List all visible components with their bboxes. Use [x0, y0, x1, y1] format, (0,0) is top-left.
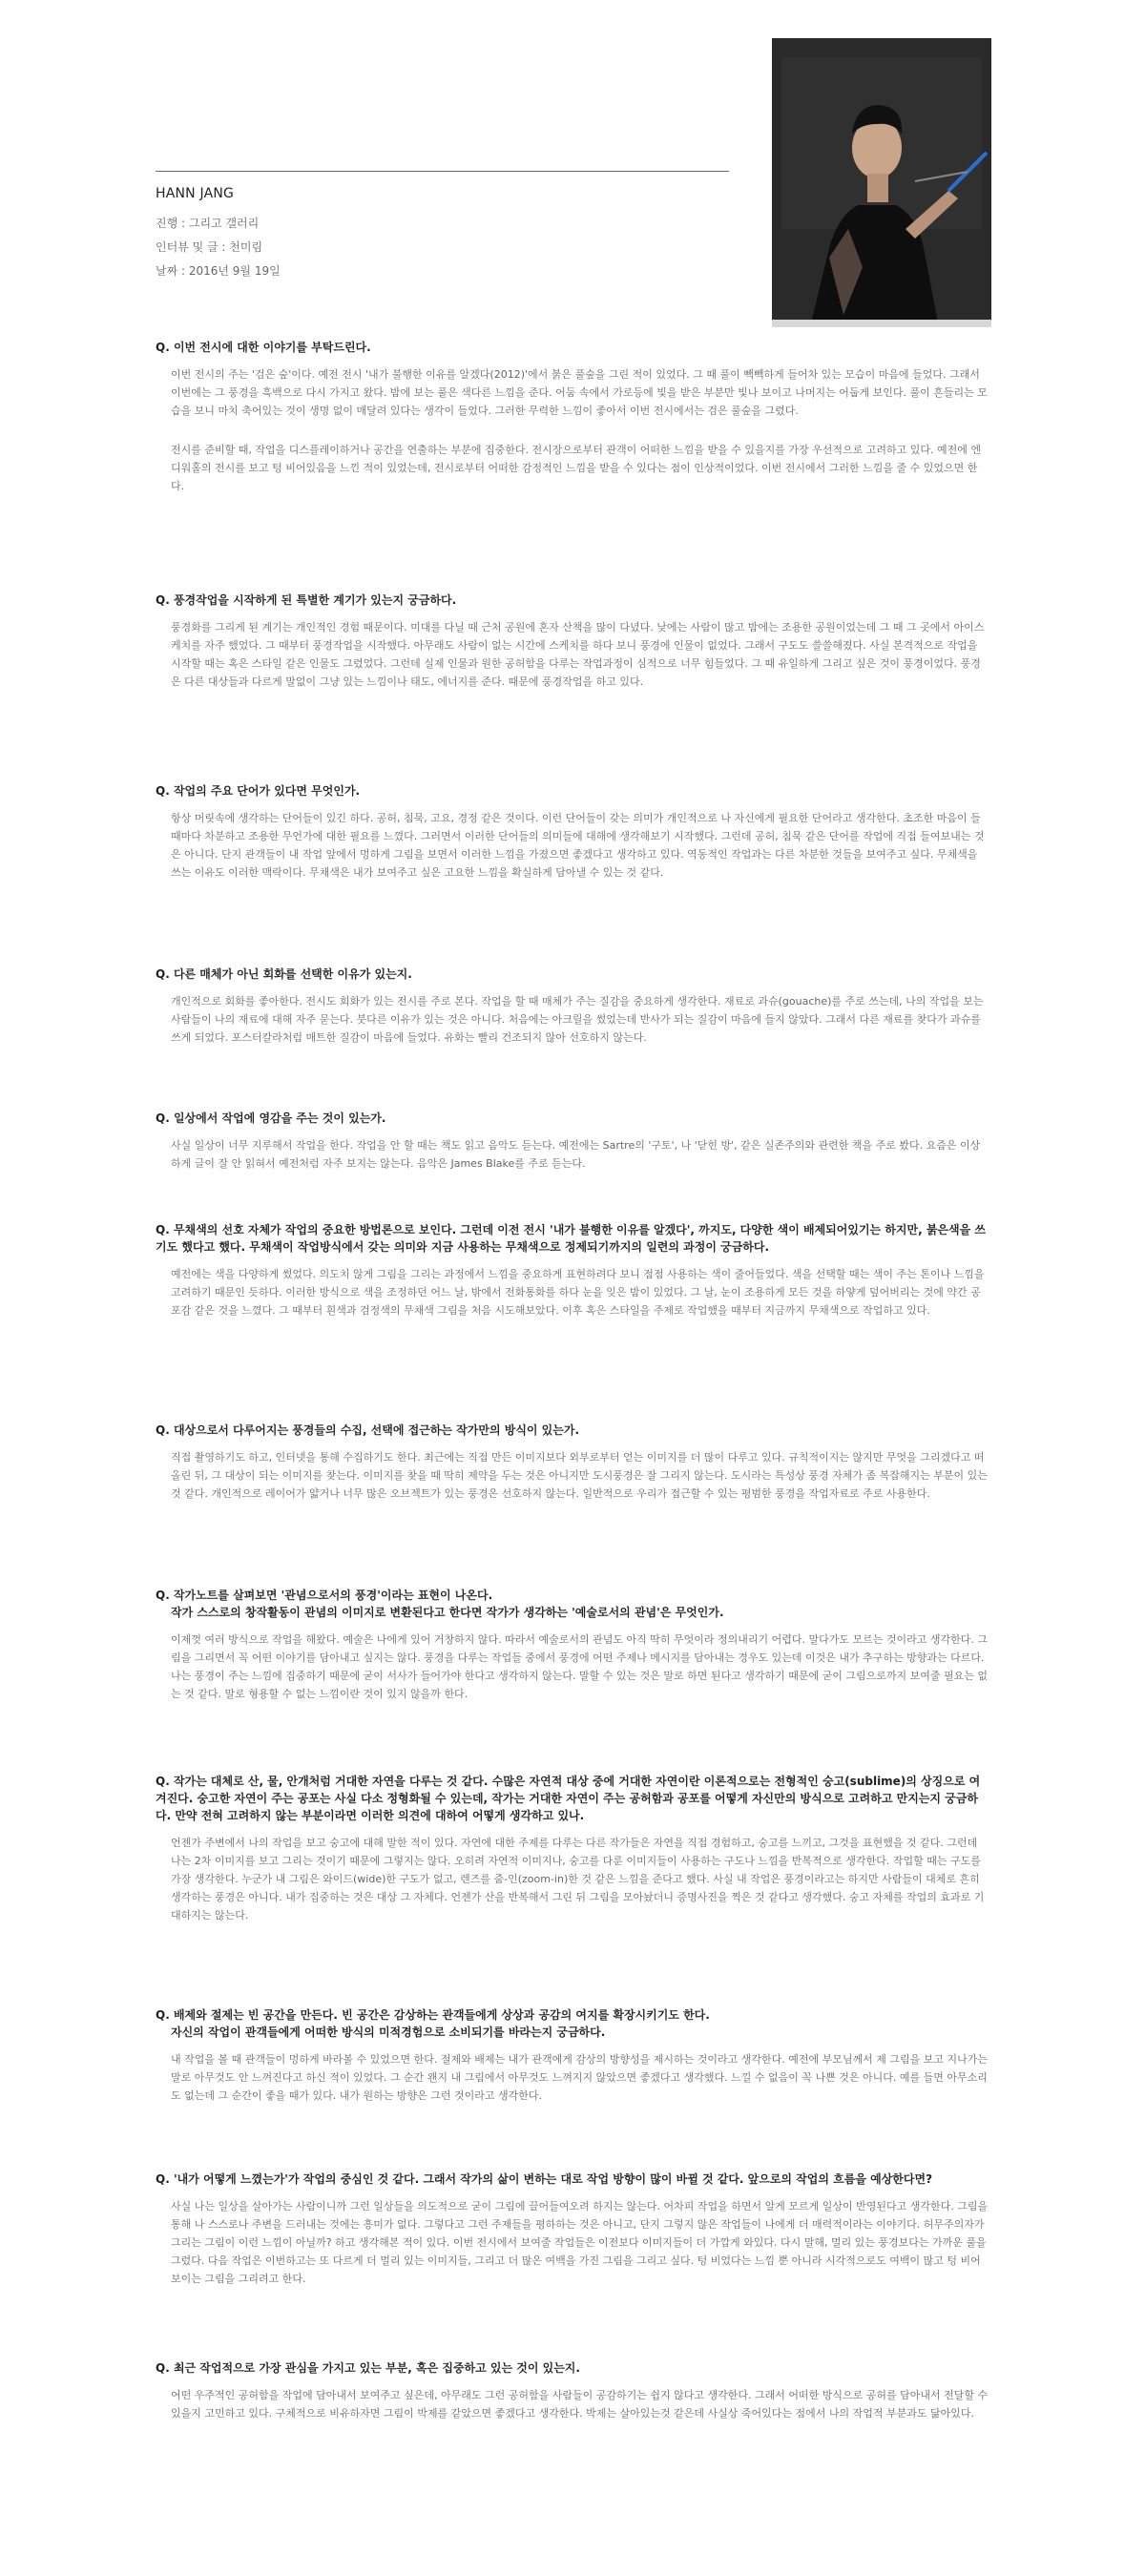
question: Q. 무채색의 선호 자체가 작업의 중요한 방법론으로 보인다. 그런데 이전 전시 '내가 불행한 이유를 알겠다', 까지도, 다양한 색이 배제되어있기는 하지만, 붉은색을 쓰기도 했다고 했다. 무채색이 작업방식에서 갖는 의미와 지금 사용하는 무채색으로 정제되기까지의 일련의 과정이 궁금하다.: [156, 1223, 986, 1254]
question: [156, 1587, 989, 1621]
qa-11: [156, 2171, 989, 2288]
artist-photo: [772, 38, 991, 327]
answer-paragraph: 전시를 준비할 때, 작업을 디스플레이하거나 공간을 연출하는 부분에 집중한다. 전시장으로부터 관객이 어떠한 느낌을 받을 수 있을지를 가장 우선적으로 고려하고 있다. 예전에 엔디워홀의 전시를 보고 텅 비어있음을 느낀 적이 있었는데, 전시로부터 어떠한 감정적인 느낌을 받을 수 있다는 점이 인상적이었다. 이번 전시에서 그러한 느낌을 줄 수 있었으면 한다.: [171, 444, 981, 492]
question: [156, 2006, 989, 2041]
qa-1: [156, 339, 989, 495]
question: Q. 작가는 대체로 산, 물, 안개처럼 거대한 자연을 다루는 것 같다. 수많은 자연적 대상 중에 거대한 자연이란 이론적으로는 전형적인 숭고(sublime)의 상징으로 여겨진다. 숭고한 자연이 주는 공포는 사실 다소 정형화될 수 있는데, 작가는 거대한 자연이 주는 공허함과 공포를 어떻게 자신만의 방식으로 고려하고 만지는지 궁금하다. 만약 전혀 고려하지 않는 부분이라면 이러한 의견에 대하여 어떻게 생각하고 있나.: [156, 1775, 981, 1822]
answer-paragraph: 이제껏 여러 방식으로 작업을 해왔다. 예술은 나에게 있어 거창하지 않다. 따라서 예술로서의 관념도 아직 딱히 무엇이라 정의내리기 어렵다. 말다가도 모르는 것이라고 생각한다. 그림을 그리면서 꼭 어떤 이야기를 담아내고 싶지는 않다. 풍경을 다루는 작업들 중에서 풍경에 어떤 주제나 메시지를 담아내는 경우도 있는데 이것은 내가 추구하는 방향과는 다르다. 나는 풍경이 주는 느낌에 집중하기 때문에 굳이 서사가 들어가야 한다고 생각하지 않는다. 말할 수 있는 것은 말로 하면 된다고 생각하기 때문에 굳이 그림으로까지 보여줄 필요는 없는 것 같다. 말로 형용할 수 없는 느낌이란 것이 있지 않을까 한다.: [171, 1633, 988, 1700]
answer-paragraph: 이번 전시의 주는 '검은 숲'이다. 예전 전시 '내가 불행한 이유를 알겠다(2012)'에서 붉은 풀숲을 그린 적이 있었다. 그 때 풀이 빽빽하게 들어차 있는 모습이 마음에 들었다. 그래서 이번에는 그 풍경을 흑백으로 다시 가지고 왔다. 밤에 보는 풀은 색다른 느낌을 준다. 어둠 속에서 가로등에 빛을 받은 부분만 빛나 보이고 나머지는 어둡게 보인다. 풀이 흔들리는 모습을 보니 마치 축어있는 것이 생명 없이 매달려 있다는 생각이 들었다. 그러한 무력한 느낌이 좋아서 이번 전시에서는 검은 풀숲을 그렸다.: [171, 368, 988, 417]
artist-photo-illustration: [772, 38, 991, 327]
answer-paragraph: 풍경화를 그리게 된 계기는 개인적인 경험 때문이다. 미대를 다닐 때 근처 공원에 혼자 산책을 많이 다녔다. 낮에는 사람이 많고 밤에는 조용한 공원이었는데 그 때 그 곳에서 아이스케치를 자주 했었다. 그 때부터 풍경작업을 시작했다. 아무래도 사람이 없는 시간에 스케치를 하다 보니 풍경에 인물이 없었다. 그래서 구도도 쓸쓸해졌다. 사실 본격적으로 작업을 시작할 때는 혹은 스타일 같은 인물도 그렸었다. 그런데 실제 인물과 원한 공허함을 다루는 작업과정이 심적으로 너무 힘들었다. 그 때 유일하게 그리고 싶은 것이 풍경이었다. 풍경은 다른 대상들과 다르게 말없이 그냥 있는 느낌이나 태도, 에너지를 준다. 때문에 풍경작업을 하고 있다.: [171, 621, 985, 688]
meta-date: 날짜 : 2016년 9월 19일: [156, 264, 281, 278]
question-line-2: 자신의 작업이 관객들에게 어떠한 방식의 미적경험으로 소비되기를 바라는지 궁금하다.: [171, 2025, 606, 2039]
qa-3: [156, 782, 989, 882]
answer-paragraph: 어떤 우주적인 공허함을 작업에 담아내서 보여주고 싶은데, 아무래도 그런 공허함을 사람들이 공감하기는 쉽지 않다고 생각한다. 그래서 어떠한 방식으로 공허를 담아내서 전달할 수 있을지 고민하고 있다. 구체적으로 비유하자면 그림이 박제를 같았으면 좋겠다고 생각한다. 박제는 살아있는것 같은데 사실상 죽어있다는 점에서 나의 작업적 부분과도 닮아있다.: [171, 2389, 989, 2420]
answer-paragraph: 내 작업을 볼 때 관객들이 멍하게 바라볼 수 있었으면 한다. 절제와 배제는 내가 관객에게 감상의 방향성을 제시하는 것이라고 생각한다. 예전에 부모님께서 제 그림을 보고 지나가는 말로 아무것도 안 느껴진다고 하신 적이 있었다. 그 순간 왠지 내 그림에서 아무것도 느껴지지 않았으면 좋겠다고 생각했다. 느낄 수 없음이 꼭 나쁜 것은 아니다. 예를 들면 아무소리도 없는데 그 순간이 좋을 때가 있다. 내가 원하는 방향은 그런 것이라고 생각한다.: [171, 2053, 988, 2102]
question: Q. 최근 작업적으로 가장 관심을 가지고 있는 부분, 혹은 집중하고 있는 것이 있는지.: [156, 2361, 580, 2375]
meta-progress: 진행 : 그리고 갤러리: [156, 217, 260, 230]
answer-paragraph: 개인적으로 회화를 좋아한다. 전시도 회화가 있는 전시를 주로 본다. 작업을 할 때 매체가 주는 질감을 중요하게 생각한다. 재료로 과슈(gouache)를 주로 쓰는데, 나의 작업을 보는 사람들이 나의 재료에 대해 자주 묻는다. 붓다른 이유가 있는 것은 아니다. 처음에는 아크릴을 썼었는데 반사가 되는 질감이 마음에 들지 않았다. 그래서 다른 재료를 찾다가 과슈를 쓰게 되었다. 포스터칼라처럼 매트한 질감이 마음에 들었다. 유화는 빨리 건조되지 않아 선호하지 않는다.: [171, 995, 984, 1044]
question: Q. 작업의 주요 단어가 있다면 무엇인가.: [156, 784, 361, 798]
answer-paragraph: 사실 나는 일상을 살아가는 사람이니까 그런 일상들을 의도적으로 굳이 그림에 끌어들여오려 하지는 않는다. 어차피 작업을 하면서 알게 모르게 일상이 반영된다고 생각한다. 그림을 통해 나 스스로나 주변을 드러내는 것에는 흥미가 없다. 그렇다고 그런 주제들을 평하하는 것은 아니고, 단지 그렇지 않은 작업들이 나에게 더 매력적이라는 이야기다. 허무주의자가 그리는 그림이 이런 느낌이 아닐까? 하고 생각해본 적이 있다. 이번 전시에서 보여줄 작업들은 이전보다 이미지들이 더 가깝게 와있다. 다시 말해, 멀리 있는 풍경보다는 가까운 풀을 그렸다. 다음 작업은 이번하고는 또 다르게 더 멀리 있는 이미지들, 그리고 더 많은 여백을 가진 그림을 그리고 싶다. 텅 비었다는 느낌 뿐 아니라 시각적으로도 여백이 많고 텅 비어보이는 그림을 그리려고 한다.: [171, 2200, 989, 2285]
artist-name: HANN JANG: [156, 186, 235, 201]
question: Q. 일상에서 작업에 영감을 주는 것이 있는가.: [156, 1111, 386, 1125]
qa-10: [156, 2006, 989, 2105]
question-line-1: Q. 작가노트를 살펴보면 '관념으로서의 풍경'이라는 표현이 나온다.: [156, 1589, 493, 1602]
question: Q. 풍경작업을 시작하게 된 특별한 계기가 있는지 궁금하다.: [156, 593, 457, 607]
question: Q. '내가 어떻게 느꼈는가'가 작업의 중심인 것 같다. 그래서 작가의 삶이 변하는 대로 작업 방향이 많이 바뀔 것 같다. 앞으로의 작업의 흐름을 예상한다면?: [156, 2172, 933, 2186]
question-line-2: 작가 스스로의 창작활동이 관념의 이미지로 변환된다고 한다면 작가가 생각하는 '예술로서의 관념'은 무엇인가.: [171, 1606, 724, 1619]
qa-4: [156, 966, 989, 1047]
header-divider: [156, 171, 729, 172]
qa-7: [156, 1422, 989, 1503]
photo-floor: [772, 320, 991, 327]
question: Q. 다른 매체가 아닌 회화를 선택한 이유가 있는지.: [156, 967, 412, 981]
answer-paragraph: 항상 머릿속에 생각하는 단어들이 있긴 하다. 공허, 침묵, 고요, 경정 같은 것이다. 이런 단어들이 갖는 의미가 개인적으로 나 자신에게 필요한 단어라고 생각한다. 초조한 마음이 들 때마다 차분하고 조용한 무언가에 대한 필요를 느꼈다. 그러면서 이러한 단어들의 의미들에 대해에 생각해보기 시작했다. 그런데 공허, 침묵 같은 단어를 작업에 직접 들여보내는 것은 아니다. 단지 관객들이 내 작업 앞에서 멍하게 그림을 보면서 이러한 느낌을 가졌으면 좋겠다고 생각하고 있다. 역동적인 작업과는 다른 차분한 것들을 보여주고 싶다. 무채색을 쓰는 이유도 이러한 맥락이다. 무채색은 내가 보여주고 싶은 고요한 느낌을 확실하게 담아낼 수 있는 것 같다.: [171, 812, 985, 879]
question-line-1: Q. 배제와 절제는 빈 공간을 만든다. 빈 공간은 감상하는 관객들에게 상상과 공감의 여지를 확장시키기도 한다.: [156, 2008, 710, 2022]
qa-6: [156, 1221, 989, 1319]
answer-paragraph: 사실 일상이 너무 지루해서 작업을 한다. 작업을 안 할 때는 책도 읽고 음악도 듣는다. 예전에는 Sartre의 '구토', 나 '닫힌 방', 같은 실존주의와 관련한 책을 주로 봤다. 요즘은 이상하게 글이 잘 안 읽혀서 예전처럼 자주 보지는 않는다. 음악은 James Blake를 주로 듣는다.: [171, 1139, 981, 1170]
meta-interview: 인터뷰 및 글 : 천미림: [156, 240, 263, 254]
answer-paragraph: 예전에는 색을 다양하게 썼었다. 의도치 않게 그림을 그리는 과정에서 느낌을 중요하게 표현하려다 보니 점점 사용하는 색이 줄어들었다. 색을 선택할 때는 색이 주는 톤이나 느낌을 고려하기 때문인 듯하다. 이러한 방식으로 색을 조정하던 어느 날, 밖에서 전화통화를 하다 눈을 잊은 밤이 있었다. 그 날, 눈이 조용하게 모든 것을 하얗게 덮어버리는 것에 약간 공포감 같은 것을 느꼈다. 그 때부터 흰색과 검정색의 무채색 그림을 처음 시도해보았다. 이후 혹은 스타일을 주제로 작업했을 때부터 지금까지 무채색으로 작업하고 있다.: [171, 1268, 985, 1317]
answer-paragraph: 언젠가 주변에서 나의 작업을 보고 숭고에 대해 말한 적이 있다. 자연에 대한 주제를 다루는 다른 작가들은 자연을 직접 경험하고, 숭고를 느끼고, 그것을 표현했을 것 같다. 그런데 나는 2차 이미지를 보고 그리는 것이기 때문에 그렇지는 않다. 오히려 자연적 이미지나, 숭고를 다룬 이미지들이 사용하는 구도나 느낌을 반복적으로 생각한다. 작업할 때는 구도를 가장 생각한다. 누군가 내 그림은 와이드(wide)한 구도가 없고, 렌즈를 줌-인(zoom-in)한 것 같은 느낌을 준다고 했다. 사실 내 작업은 풍경이라고는 하지만 사람들이 대체로 흔히 생각하는 풍경은 아니다. 내가 집중하는 것은 대상 그 자체다. 언젠가 산을 반복해서 그린 뒤 그림을 모아놨더니 증명사진을 찍은 것 같다고 생각했다. 숭고 자체를 작업의 효과로 기대하지는 않는다.: [171, 1837, 985, 1922]
qa-2: [156, 592, 989, 691]
header: [156, 0, 1010, 334]
question: Q. 대상으로서 다루어지는 풍경들의 수집, 선택에 접근하는 작가만의 방식이 있는가.: [156, 1423, 580, 1437]
answer-paragraph: 직접 촬영하기도 하고, 인터넷을 통해 수집하기도 한다. 최근에는 직접 만든 이미지보다 외부로부터 얻는 이미지를 더 많이 다루고 있다. 규칙적이지는 않지만 무엇을 그리겠다고 떠올린 뒤, 그 대상이 되는 이미지를 찾는다. 이미지를 찾을 때 딱히 제약을 두는 것은 아니지만 도시풍경은 잘 그리지 않는다. 도시라는 특성상 풍경 자체가 좀 복잡해지는 부분이 있는 것 같다. 개인적으로 레이어가 얇거나 너무 많은 오브젝트가 있는 풍경은 선호하지 않는다. 일반적으로 우리가 접근할 수 있는 평범한 풍경을 작업자료로 주로 사용한다.: [171, 1451, 988, 1500]
interview-page: [156, 0, 1010, 2420]
question: Q. 이번 전시에 대한 이야기를 부탁드린다.: [156, 341, 371, 354]
qa-5: [156, 1110, 989, 1173]
qa-8: [156, 1587, 989, 1703]
qa-12: [156, 2359, 989, 2422]
qa-9: [156, 1773, 989, 1924]
